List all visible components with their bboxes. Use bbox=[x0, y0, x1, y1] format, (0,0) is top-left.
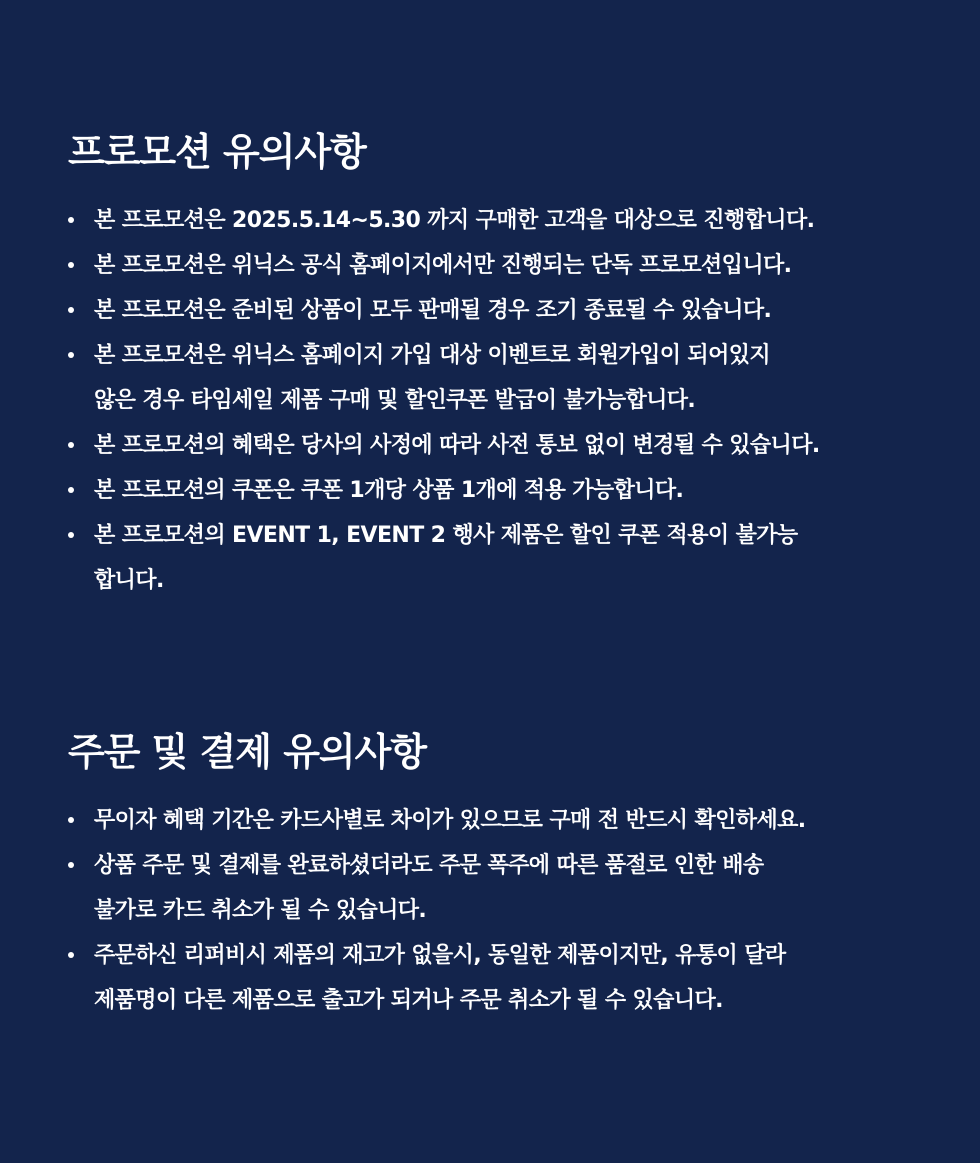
promotion-notice-item bbox=[68, 423, 948, 468]
order-notice-item bbox=[68, 933, 948, 1023]
notice-text: 주문하신 리퍼비시 제품의 재고가 없을시, 동일한 제품이지만, 유통이 달라 제품명이 다른 제품으로 출고가 되거나 주문 취소가 될 수 있습니다. bbox=[94, 943, 786, 1013]
bullet-icon bbox=[68, 532, 74, 538]
bullet-icon bbox=[68, 817, 74, 823]
notice-text: 본 프로모션은 위닉스 홈페이지 가입 대상 이벤트로 회원가입이 되어있지 않은 경우 타임세일 제품 구매 및 할인쿠폰 발급이 불가능합니다. bbox=[94, 343, 771, 413]
bullet-icon bbox=[68, 217, 74, 223]
promotion-notice-item bbox=[68, 198, 948, 243]
notice-text: 본 프로모션의 쿠폰은 쿠폰 1개당 상품 1개에 적용 가능합니다. bbox=[94, 478, 684, 503]
promotion-notice-title: 프로모션 유의사항 bbox=[68, 130, 366, 174]
order-notice-item bbox=[68, 843, 948, 933]
order-notice-item bbox=[68, 798, 948, 843]
bullet-icon bbox=[68, 487, 74, 493]
order-payment-notice-title: 주문 및 결제 유의사항 bbox=[68, 730, 427, 774]
promotion-notice-item bbox=[68, 333, 948, 423]
notice-text: 본 프로모션은 준비된 상품이 모두 판매될 경우 조기 종료될 수 있습니다. bbox=[94, 298, 772, 323]
notice-text: 무이자 혜택 기간은 카드사별로 차이가 있으므로 구매 전 반드시 확인하세요. bbox=[94, 808, 806, 833]
promotion-notice-item bbox=[68, 513, 948, 603]
order-payment-notice-list bbox=[68, 798, 948, 1023]
bullet-icon bbox=[68, 262, 74, 268]
bullet-icon bbox=[68, 352, 74, 358]
promotion-notice-item bbox=[68, 288, 948, 333]
notice-text: 상품 주문 및 결제를 완료하셨더라도 주문 폭주에 따른 품절로 인한 배송 불가로 카드 취소가 될 수 있습니다. bbox=[94, 853, 764, 923]
notice-text: 본 프로모션은 2025.5.14~5.30 까지 구매한 고객을 대상으로 진행합니다. bbox=[94, 208, 815, 233]
bullet-icon bbox=[68, 862, 74, 868]
promotion-notice-item bbox=[68, 468, 948, 513]
promotion-notice-section bbox=[68, 128, 948, 603]
bullet-icon bbox=[68, 307, 74, 313]
notice-text: 본 프로모션의 혜택은 당사의 사정에 따라 사전 통보 없이 변경될 수 있습니다. bbox=[94, 433, 820, 458]
order-payment-notice-section bbox=[68, 728, 948, 1023]
promotion-notice-item bbox=[68, 243, 948, 288]
promotion-notice-list bbox=[68, 198, 948, 603]
notice-text: 본 프로모션의 EVENT 1, EVENT 2 행사 제품은 할인 쿠폰 적용이 불가능 합니다. bbox=[94, 523, 798, 593]
notice-text: 본 프로모션은 위닉스 공식 홈페이지에서만 진행되는 단독 프로모션입니다. bbox=[94, 253, 792, 278]
bullet-icon bbox=[68, 952, 74, 958]
bullet-icon bbox=[68, 442, 74, 448]
